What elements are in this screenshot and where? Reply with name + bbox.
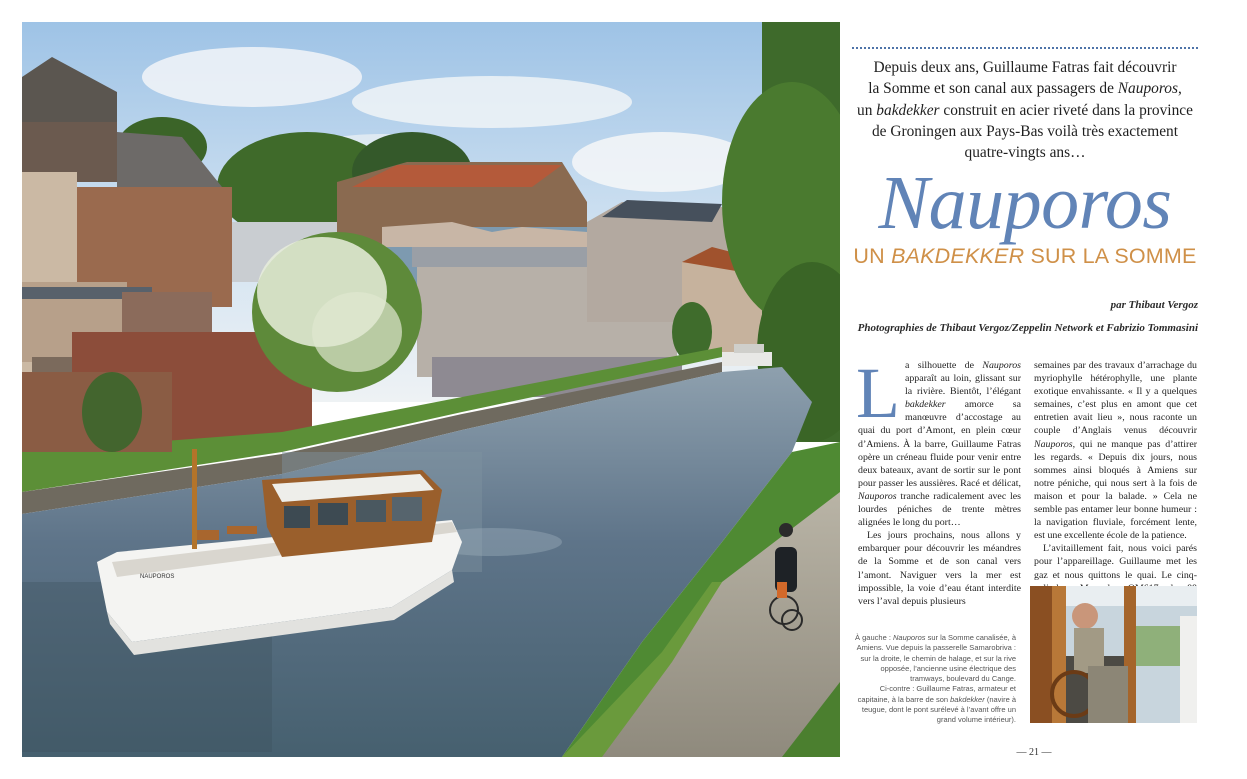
article-subtitle bbox=[846, 244, 1204, 269]
drop-cap: L bbox=[856, 353, 900, 433]
body-italic: Nauporos bbox=[982, 360, 1021, 371]
caption-italic: Nauporos bbox=[893, 633, 926, 642]
caption-left-photo bbox=[850, 633, 1016, 684]
body-paragraph bbox=[856, 353, 1021, 529]
author-credit: par Thibaut Vergoz bbox=[1110, 299, 1198, 311]
intro-text: construit en acier riveté dans la province bbox=[939, 101, 1193, 119]
body-paragraph: Les jours prochains, nous allons y embarquer pour découvrir les méandres de la Somme et de son canal vers l’amont. Naviguer vers la mer est impossible, la voie d’eau étant interdite vers l’aval depuis plusieurs bbox=[858, 530, 1021, 607]
body-italic: bakdekker bbox=[904, 399, 946, 411]
caption-text: Ci-contre : Guillaume Fatras, armateur et capitaine, à la barre de son bbox=[857, 684, 1016, 704]
caption-text: (navire à teugue, dont le pont surélevé à l’avant offre un grand volume intérieur). bbox=[861, 694, 1016, 725]
intro-line bbox=[852, 78, 1198, 99]
body-column-2 bbox=[1034, 359, 1197, 621]
subtitle-part: SUR LA SOMME bbox=[1024, 244, 1197, 268]
body-paragraph: L’avitaillement fait, nous voici parés pour l’appareillage. Guillaume met les gaz et nous quittons le quai. Le cinq- bbox=[1034, 543, 1197, 581]
intro-text: de Groningen aux Pays-Bas voilà très exactement bbox=[871, 122, 1178, 140]
subtitle-italic: BAKDEKKER bbox=[891, 244, 1025, 268]
intro-text: un bbox=[857, 101, 877, 119]
body-text: semaines par des travaux d’arrachage du myriophylle hétérophylle, une plante exotique envahissante. « Il y a quelques semaines, c’est plus en amont que cet entretien avait lieu », nous raconte un couple d’Anglais venus découvrir bbox=[1034, 360, 1197, 437]
caption-text: sur la Somme canalisée, à Amiens. Vue depuis la passerelle Samarobriva : sur la droite, le chemin de halage, et sur la rive opposée, l’ancienne usine électrique des tramways, boulevard du Cange. bbox=[856, 633, 1016, 684]
article-title: Nauporos bbox=[878, 161, 1172, 245]
body-paragraph bbox=[1034, 359, 1197, 542]
body-text: a silhouette de bbox=[904, 360, 983, 371]
intro-text: , bbox=[1177, 80, 1182, 98]
boat-name-label: NAUPOROS bbox=[140, 574, 175, 580]
caption-italic: bakdekker bbox=[950, 694, 985, 704]
intro-text: la Somme et son canal aux passagers de bbox=[868, 80, 1118, 98]
body-text: amorce sa manœuvre d’accostage au quai du port d’Amont, en plein cœur d’Amiens. À la barre, Guillaume Fatras opère un créneau fluide pour venir entre deux bateaux, avant de sortir sur le pont pour passer les aussières. Racé et délicat, bbox=[858, 399, 1021, 489]
body-text: tranche radicalement avec les lourdes péniches de trente mètres alignées le long du port… bbox=[858, 490, 1021, 529]
intro-line bbox=[852, 121, 1198, 142]
caption-text: À gauche : bbox=[855, 633, 893, 642]
intro-boat-name: Nauporos bbox=[1117, 80, 1178, 98]
body-column-1 bbox=[856, 353, 1021, 608]
body-italic: Nauporos bbox=[858, 490, 897, 502]
body-italic: Nauporos, bbox=[1034, 438, 1076, 450]
page-number: — 21 — bbox=[1016, 747, 1052, 758]
photo-caption bbox=[850, 633, 1016, 726]
body-text: apparaît au loin, glissant sur la rivière. Bientôt, l’élégant bbox=[904, 373, 1021, 398]
canal-photo bbox=[22, 22, 840, 757]
subtitle-part: UN bbox=[853, 244, 892, 268]
photo-credit: Photographies de Thibaut Vergoz/Zeppelin Network et Fabrizio Tommasini bbox=[857, 322, 1198, 334]
intro-text: Depuis deux ans, Guillaume Fatras fait découvrir bbox=[873, 59, 1177, 76]
intro-paragraph bbox=[852, 57, 1198, 163]
intro-text: quatre-vingts ans… bbox=[964, 144, 1086, 162]
captain-photo bbox=[1030, 586, 1197, 723]
byline bbox=[852, 294, 1198, 340]
intro-line bbox=[852, 57, 1198, 78]
caption-right-photo bbox=[850, 684, 1016, 725]
body-text: qui ne manque pas d’attirer les regards. « Depuis dix jours, nous sommes ainsi bloqués à Amiens sur notre péniche, qui nous sert à la fois de maison et pour la balade. » Cela ne semble pas entamer leur bonne humeur : la navigation fluviale, forcément lente, est une excellente école de la patience. bbox=[1034, 438, 1197, 542]
intro-boat-type: bakdekker bbox=[876, 101, 940, 119]
intro-line bbox=[852, 100, 1198, 121]
dotted-rule bbox=[852, 47, 1198, 49]
